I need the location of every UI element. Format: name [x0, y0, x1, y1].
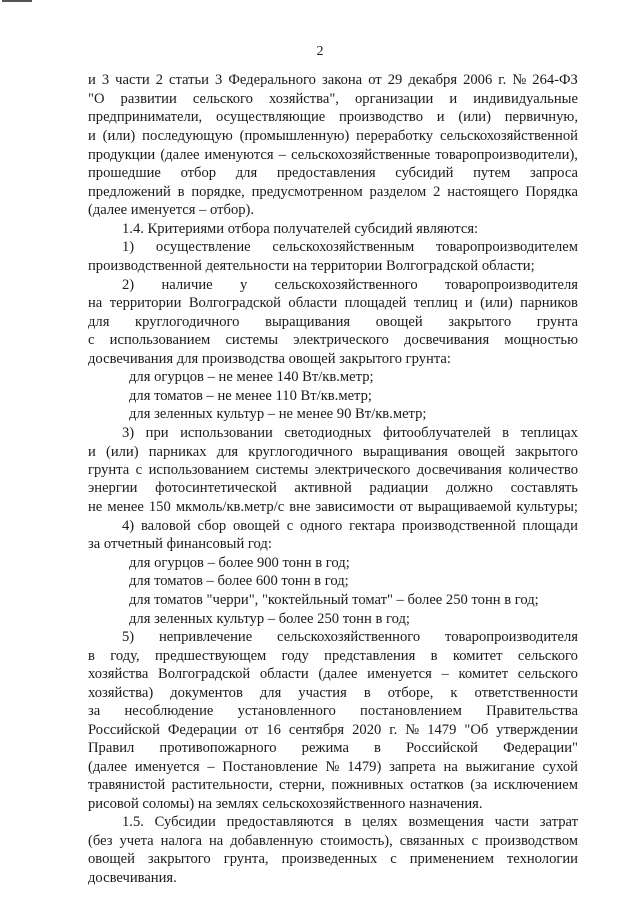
- criterion-5-line: [88, 758, 578, 776]
- criterion-4-list-item: для томатов – более 600 тонн в год;: [129, 573, 349, 589]
- word: противопожарного: [159, 740, 277, 756]
- criterion-5-line: [88, 702, 578, 720]
- word: (далее: [88, 759, 128, 775]
- word: (без: [88, 833, 113, 849]
- word: Правительства: [486, 703, 578, 719]
- word: использовании: [180, 425, 273, 441]
- word: осуществляющие: [215, 109, 326, 125]
- word: (промышленную): [239, 128, 350, 144]
- word: декабря: [408, 72, 458, 88]
- word: 1479): [347, 759, 382, 775]
- word: площади: [522, 518, 578, 534]
- word: утверждении: [496, 722, 578, 738]
- word: Федерального: [228, 72, 316, 88]
- word: светодиодных: [284, 425, 372, 441]
- word: овощей: [232, 518, 280, 534]
- scan-corner-mark: [2, 0, 32, 5]
- word: с: [390, 851, 397, 867]
- word: добавленную: [230, 833, 314, 849]
- word: целях: [362, 814, 398, 830]
- word: сельскохозяйственной: [439, 128, 578, 144]
- word: сельского: [192, 91, 253, 107]
- word: в: [430, 648, 438, 664]
- word: Волгоградской: [188, 295, 281, 311]
- word: №: [325, 759, 340, 775]
- word: связанных: [399, 833, 465, 849]
- word: одного: [299, 518, 343, 534]
- word: с: [88, 332, 95, 348]
- word: закрытого: [515, 444, 578, 460]
- word: развитии: [120, 91, 177, 107]
- word: 16: [266, 722, 281, 738]
- word: области: [288, 295, 338, 311]
- word: выращивания: [362, 444, 448, 460]
- word: (или): [105, 444, 139, 460]
- word: производством: [485, 833, 578, 849]
- body-line: [88, 90, 578, 108]
- word: в: [88, 648, 95, 664]
- word: 3: [101, 72, 110, 88]
- word: для: [235, 165, 258, 181]
- word: затрат: [539, 814, 578, 830]
- word: зависимости: [315, 499, 395, 515]
- word: запроса: [530, 165, 578, 181]
- word: и: [436, 109, 445, 125]
- word: непривлечение: [159, 629, 253, 645]
- word: первичную,: [504, 109, 578, 125]
- word: растительности,: [171, 777, 273, 793]
- word: и: [88, 72, 96, 88]
- word: 3): [122, 425, 135, 441]
- word: –: [441, 666, 449, 682]
- word: при: [145, 425, 169, 441]
- criterion-2-list-item: для зеленных культур – не менее 90 Вт/кв.метр;: [129, 406, 427, 422]
- word: 2: [433, 184, 441, 200]
- criterion-2-line: [122, 276, 578, 294]
- word: настоящего: [447, 184, 519, 200]
- word: статьи: [169, 72, 209, 88]
- word: 1): [122, 239, 135, 255]
- word: г.: [389, 722, 398, 738]
- body-line: (далее именуется – отбор).: [88, 202, 255, 218]
- word: запрета: [389, 759, 436, 775]
- word: стоимость),: [320, 833, 393, 849]
- word: хозяйства): [88, 685, 154, 701]
- word: технологии: [506, 851, 578, 867]
- word: с: [286, 518, 294, 534]
- word: выращивания: [265, 314, 351, 330]
- word: сельскохозяйственного: [277, 629, 421, 645]
- word: для: [259, 685, 282, 701]
- word: выжигание: [465, 759, 535, 775]
- word: от: [399, 499, 413, 515]
- word: путем: [473, 165, 511, 181]
- word: овощей: [458, 444, 505, 460]
- criterion-5-line: [88, 684, 578, 702]
- word: закона: [321, 72, 363, 88]
- word: 2: [155, 72, 163, 88]
- word: в: [374, 740, 381, 756]
- word: части: [115, 72, 150, 88]
- word: культуры;: [516, 499, 578, 515]
- word: не: [88, 499, 103, 515]
- criterion-5-line: [88, 739, 578, 757]
- word: (или): [102, 128, 136, 144]
- word: отборе,: [387, 685, 434, 701]
- word: травянистой: [88, 777, 166, 793]
- word: №: [512, 72, 527, 88]
- criterion-1-line: [122, 238, 578, 256]
- word: №: [405, 722, 420, 738]
- word: несоблюдение: [124, 703, 214, 719]
- word: порядке,: [191, 184, 245, 200]
- word: досвечивания: [416, 462, 502, 478]
- word: досвечивания: [404, 332, 490, 348]
- criterion-5-line: [88, 776, 578, 794]
- word: сельскохозяйственного: [274, 277, 418, 293]
- word: "О: [88, 91, 105, 107]
- word: документов: [170, 685, 243, 701]
- word: разделом: [369, 184, 427, 200]
- criterion-5-line: [88, 647, 578, 665]
- word: на: [443, 759, 458, 775]
- criterion-2-list-item: для томатов – не менее 110 Вт/кв.метр;: [129, 388, 372, 404]
- word: использованием: [148, 462, 250, 478]
- word: производственной: [401, 518, 516, 534]
- word: для: [216, 444, 239, 460]
- word: комитет: [458, 666, 509, 682]
- criterion-5-line: [122, 628, 578, 646]
- word: индивидуальные: [473, 91, 578, 107]
- word: возмещения: [408, 814, 484, 830]
- word: наличие: [161, 277, 213, 293]
- body-line: [88, 108, 578, 126]
- word: товаропроизводителя: [445, 629, 578, 645]
- word: активной: [294, 480, 352, 496]
- word: от: [368, 72, 382, 88]
- word: с: [135, 462, 143, 478]
- word: предприниматели,: [88, 109, 203, 125]
- word: выращиваемой: [417, 499, 512, 515]
- word: за: [88, 703, 101, 719]
- section-1-5-line: [88, 850, 578, 868]
- word: (или): [480, 295, 513, 311]
- criterion-4-line: за отчетный финансовый год:: [88, 536, 272, 552]
- word: предоставляются: [226, 814, 334, 830]
- word: году,: [110, 648, 140, 664]
- word: (далее: [160, 147, 200, 163]
- word: и: [464, 295, 473, 311]
- word: сельского: [517, 666, 578, 682]
- word: сельскохозяйственные: [291, 147, 431, 163]
- word: сельского: [517, 648, 578, 664]
- word: сухой: [542, 759, 578, 775]
- word: Федерации: [167, 722, 237, 738]
- section-heading-1-4: 1.4. Критериями отбора получателей субсидий являются:: [122, 221, 479, 237]
- body-line: [88, 127, 578, 145]
- word: хозяйства: [88, 666, 149, 682]
- word: количество: [508, 462, 578, 478]
- criterion-4-line: [122, 517, 578, 535]
- word: 264-ФЗ: [532, 72, 578, 88]
- word: должно: [445, 480, 493, 496]
- criterion-3-line: [88, 498, 578, 516]
- body-line: [88, 164, 578, 182]
- criterion-3-line: [88, 479, 578, 497]
- word: в: [344, 814, 352, 830]
- word: овощей: [375, 314, 423, 330]
- word: электрического: [293, 332, 389, 348]
- word: с: [471, 833, 479, 849]
- word: продукции: [88, 147, 156, 163]
- word: гектара: [349, 518, 396, 534]
- word: пожнивных: [331, 777, 404, 793]
- word: Субсидии: [154, 814, 216, 830]
- word: производство: [338, 109, 423, 125]
- word: 150: [148, 499, 171, 515]
- criterion-5-line: [88, 665, 578, 683]
- criterion-3-line: [122, 424, 578, 442]
- word: режима: [301, 740, 349, 756]
- section-1-5-line: досвечивания.: [88, 870, 177, 886]
- word: отбор: [180, 165, 217, 181]
- word: системы: [255, 462, 309, 478]
- section-1-5-line: [122, 813, 578, 831]
- word: и: [449, 91, 458, 107]
- word: исключением: [493, 777, 578, 793]
- word: в: [177, 184, 185, 200]
- word: 2): [122, 277, 135, 293]
- word: товаропроизводителем: [435, 239, 578, 255]
- word: остатков: [410, 777, 464, 793]
- page-number: 2: [316, 44, 324, 59]
- word: именуется: [134, 759, 200, 775]
- word: Российской: [88, 722, 160, 738]
- word: фотосинтетической: [155, 480, 277, 496]
- word: (за: [470, 777, 488, 793]
- word: предложений: [88, 184, 171, 200]
- word: системы: [225, 332, 279, 348]
- word: электрического: [314, 462, 411, 478]
- word: в: [502, 425, 510, 441]
- body-line: [88, 146, 578, 164]
- word: 1479: [427, 722, 457, 738]
- word: стерни,: [279, 777, 325, 793]
- criterion-2-line: [88, 294, 578, 312]
- word: организации: [354, 91, 434, 107]
- word: площадей: [344, 295, 407, 311]
- word: году: [281, 648, 309, 664]
- criterion-4-list-item: для зеленных культур – более 250 тонн в год;: [129, 611, 410, 627]
- word: переработку: [356, 128, 434, 144]
- word: и: [88, 128, 96, 144]
- word: составлять: [510, 480, 578, 496]
- word: закрытого: [448, 314, 512, 330]
- word: Постановление: [222, 759, 318, 775]
- word: круглогодичного: [135, 314, 240, 330]
- criterion-2-line: [88, 313, 578, 331]
- criterion-4-list-item: для огурцов – более 900 тонн в год;: [129, 555, 350, 571]
- word: в: [363, 685, 371, 701]
- word: 2020: [352, 722, 382, 738]
- criterion-2-line: [88, 331, 578, 349]
- word: от: [244, 722, 259, 738]
- word: комитет: [452, 648, 503, 664]
- criterion-2-list-item: для огурцов – не менее 140 Вт/кв.метр;: [129, 369, 374, 385]
- word: теплиц: [413, 295, 458, 311]
- word: 29: [387, 72, 403, 88]
- word: Российской: [406, 740, 478, 756]
- word: товаропроизводители),: [435, 147, 578, 163]
- criterion-5-line: [88, 721, 578, 739]
- word: (далее: [318, 666, 358, 682]
- word: 1.5.: [122, 814, 144, 830]
- word: предшествующем: [154, 648, 267, 664]
- word: грунта,: [223, 851, 269, 867]
- word: хозяйства",: [268, 91, 339, 107]
- word: Федерации": [503, 740, 578, 756]
- word: к: [450, 685, 458, 701]
- word: области: [259, 666, 309, 682]
- word: 5): [122, 629, 135, 645]
- word: территории: [109, 295, 182, 311]
- word: радиации: [369, 480, 429, 496]
- word: предоставления: [276, 165, 376, 181]
- word: установленного: [237, 703, 336, 719]
- word: сентября: [288, 722, 345, 738]
- word: применением: [409, 851, 494, 867]
- word: –: [278, 147, 286, 163]
- word: участия: [298, 685, 347, 701]
- word: (или): [458, 109, 491, 125]
- word: Волгоградской: [158, 666, 251, 682]
- word: 3: [215, 72, 223, 88]
- word: мощностью: [504, 332, 578, 348]
- word: закрытого: [147, 851, 211, 867]
- word: представления: [324, 648, 416, 664]
- word: произведенных: [281, 851, 378, 867]
- word: использованием: [109, 332, 211, 348]
- word: на: [209, 833, 224, 849]
- word: парников: [520, 295, 578, 311]
- word: и: [88, 444, 96, 460]
- word: грунта: [88, 462, 130, 478]
- word: Правил: [88, 740, 135, 756]
- word: последующую: [142, 128, 233, 144]
- word: парниках: [148, 444, 207, 460]
- body-line: [88, 71, 578, 89]
- word: фитооблучателей: [383, 425, 491, 441]
- word: постановлением: [360, 703, 462, 719]
- word: для: [88, 314, 110, 330]
- word: части: [494, 814, 530, 830]
- word: энергии: [88, 480, 138, 496]
- word: на: [88, 295, 103, 311]
- criterion-3-line: [88, 461, 578, 479]
- word: г.: [498, 72, 507, 88]
- word: –: [207, 759, 215, 775]
- word: мкмоль/кв.метр/с: [175, 499, 285, 515]
- word: именуется: [367, 666, 432, 682]
- criterion-2-line: досвечивания для производства овощей закрытого грунта:: [88, 351, 451, 367]
- word: менее: [107, 499, 144, 515]
- word: товаропроизводителя: [445, 277, 578, 293]
- word: грунта: [536, 314, 578, 330]
- word: у: [239, 277, 248, 293]
- word: валовой: [140, 518, 191, 534]
- word: вне: [289, 499, 311, 515]
- criterion-4-list-item: для томатов "черри", "коктейльный томат" – более 250 тонн в год;: [129, 592, 539, 608]
- word: субсидий: [395, 165, 454, 181]
- criterion-1-line: производственной деятельности на территории Волгоградской области;: [88, 258, 535, 274]
- body-line: [88, 183, 578, 201]
- word: сельскохозяйственным: [272, 239, 415, 255]
- word: учета: [119, 833, 154, 849]
- word: именуются: [204, 147, 274, 163]
- word: налога: [160, 833, 203, 849]
- word: 2006: [463, 72, 493, 88]
- word: 4): [122, 518, 135, 534]
- word: осуществление: [155, 239, 251, 255]
- word: овощей: [88, 851, 135, 867]
- word: теплицах: [520, 425, 578, 441]
- word: круглогодичного: [248, 444, 353, 460]
- word: ответственности: [474, 685, 578, 701]
- criterion-5-line: рисовой соломы) на землях сельскохозяйственного назначения.: [88, 796, 483, 812]
- word: прошедшие: [88, 165, 161, 181]
- word: сбор: [197, 518, 227, 534]
- word: "Об: [464, 722, 489, 738]
- criterion-3-line: [88, 443, 578, 461]
- section-1-5-line: [88, 832, 578, 850]
- word: предусмотренном: [251, 184, 363, 200]
- word: Порядка: [525, 184, 578, 200]
